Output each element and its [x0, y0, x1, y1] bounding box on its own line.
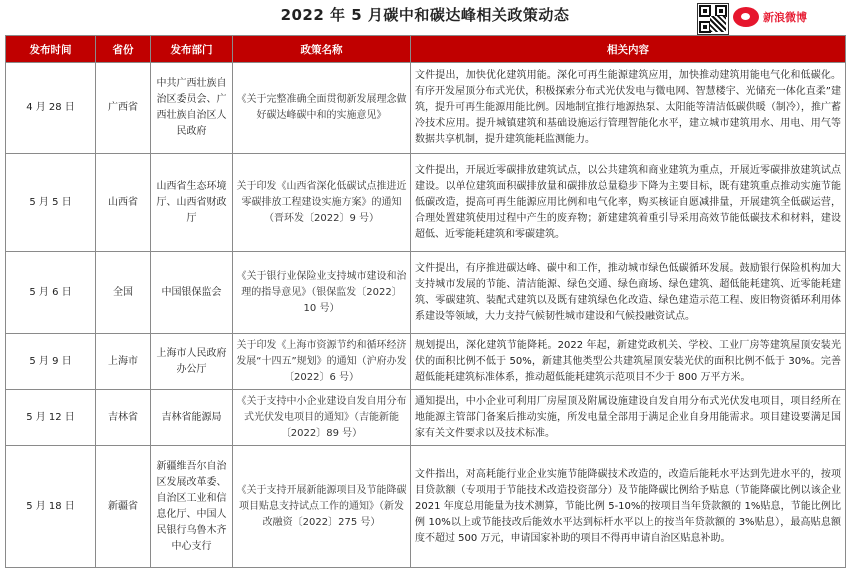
cell-dept: 中共广西壮族自治区委员会、广西壮族自治区人民政府 — [151, 63, 233, 154]
cell-content: 文件指出，对高耗能行业企业实施节能降碳技术改造的，改造后能耗水平达到先进水平的，按项目贷款额（专项用于节能技术改造投资部分）及节能降碳比例给予贴息（节能降碳比例以该企业 2021 年度总用能量为技术测算，节能比例 5-10%的按项目当年贷款额的 1%贴息，节能比例比例 10%以上或节能技改后能效水平达到标杆水平以上的按当年贷款额的 3%贴息），最高贴息额度不超过 500 万元，申请国家补助的项目不得再申请自治区贴息补助。 — [411, 446, 846, 568]
cell-policy: 关于印发《山西省深化低碳试点推进近零碳排放工程建设实施方案》的通知（晋环发〔2022〕9 号） — [233, 154, 411, 252]
cell-date: 5 月 12 日 — [6, 390, 96, 446]
header-content: 相关内容 — [411, 36, 846, 63]
cell-date: 4 月 28 日 — [6, 63, 96, 154]
cell-dept: 上海市人民政府办公厅 — [151, 334, 233, 390]
cell-date: 5 月 5 日 — [6, 154, 96, 252]
table-row — [6, 446, 846, 568]
cell-policy: 《关于完整准确全面贯彻新发展理念做好碳达峰碳中和的实施意见》 — [233, 63, 411, 154]
cell-province: 新疆省 — [96, 446, 151, 568]
cell-policy: 《关于银行业保险业支持城市建设和治理的指导意见》（银保监发〔2022〕10 号） — [233, 252, 411, 334]
header-province: 省份 — [96, 36, 151, 63]
cell-policy: 《关于支持中小企业建设自发自用分布式光伏发电项目的通知》（吉能新能〔2022〕89 号） — [233, 390, 411, 446]
table-row — [6, 334, 846, 390]
cell-dept: 吉林省能源局 — [151, 390, 233, 446]
cell-province: 全国 — [96, 252, 151, 334]
cell-content: 规划提出，深化建筑节能降耗。2022 年起，新建党政机关、学校、工业厂房等建筑屋顶安装光伏的面积比例不低于 50%，新建其他类型公共建筑屋顶安装光伏的面积比例不低于 30%。完善超低能耗建筑标准体系，推动超低能耗建筑示范项目不少于 800 万平方米。 — [411, 334, 846, 390]
header-policy: 政策名称 — [233, 36, 411, 63]
cell-content: 通知提出，中小企业可利用厂房屋顶及附属设施建设自发自用分布式光伏发电项目，项目经所在地能源主管部门备案后推动实施，所发电量全部用于满足企业自身用能需求。项目建设要满足国家有关文件要求以及技术标准。 — [411, 390, 846, 446]
table-row — [6, 154, 846, 252]
page-title: 2022 年 5 月碳中和碳达峰相关政策动态 — [280, 6, 570, 24]
table-row — [6, 252, 846, 334]
cell-date: 5 月 6 日 — [6, 252, 96, 334]
weibo-logo-icon: 新浪微博 — [733, 3, 843, 33]
table-row — [6, 63, 846, 154]
table-header-row — [6, 36, 846, 63]
cell-province: 山西省 — [96, 154, 151, 252]
cell-dept: 新疆维吾尔自治区发展改革委、自治区工业和信息化厅、中国人民银行乌鲁木齐中心支行 — [151, 446, 233, 568]
cell-date: 5 月 9 日 — [6, 334, 96, 390]
cell-province: 吉林省 — [96, 390, 151, 446]
header-dept: 发布部门 — [151, 36, 233, 63]
cell-dept: 中国银保监会 — [151, 252, 233, 334]
cell-content: 文件提出，有序推进碳达峰、碳中和工作，推动城市绿色低碳循环发展。鼓励银行保险机构加大支持城市发展的节能、清洁能源、绿色交通、绿色商场、绿色建筑、超低能耗建筑、近零能耗建筑、零碳建筑、装配式建筑以及既有建筑绿色化改造、绿色建造示范工程、废旧物资循环利用体系建设等领域，大力支持气候韧性城市建设和气候投融资试点。 — [411, 252, 846, 334]
cell-date: 5 月 18 日 — [6, 446, 96, 568]
qr-code-icon — [697, 3, 729, 35]
cell-content: 文件提出，开展近零碳排放建筑试点，以公共建筑和商业建筑为重点，开展近零碳排放建筑试点建设。以单位建筑面积碳排放量和碳排放总量稳步下降为主要目标，既有建筑重点推动实施节能低碳改造，提高可再生能源应用比例和电气化率，购买核证自愿减排量，开展建筑全低碳运营，合理处置建筑使用过程中产生的废弃物；新建建筑着重引导采用高效节能低碳技术和材料，建设超低、近零能耗建筑和零碳建筑。 — [411, 154, 846, 252]
cell-dept: 山西省生态环境厅、山西省财政厅 — [151, 154, 233, 252]
cell-content: 文件提出，加快优化建筑用能。深化可再生能源建筑应用，加快推动建筑用能电气化和低碳化。有序开发屋顶分布式光伏，积极探索分布式光伏发电与微电网、智慧楼宇、光储充一体化直柔”建筑，提升可再生能源用能比例。因地制宜推行地源热泵、太阳能等清洁低碳供暖（制冷），推广蓄冷技术应用。提升城镇建筑和基础设施运行管理智能化水平，建立城市建筑用水、用电、用气等数据共享机制，提升建筑能耗监测能力。 — [411, 63, 846, 154]
cell-province: 广西省 — [96, 63, 151, 154]
cell-policy: 《关于支持开展新能源项目及节能降碳项目贴息支持试点工作的通知》（新发改融资〔2022〕275 号） — [233, 446, 411, 568]
header-date: 发布时间 — [6, 36, 96, 63]
cell-province: 上海市 — [96, 334, 151, 390]
table-row — [6, 390, 846, 446]
cell-policy: 关于印发《上海市资源节约和循环经济发展“十四五”规划》的通知（沪府办发〔2022〕6 号） — [233, 334, 411, 390]
policy-table — [5, 35, 846, 568]
